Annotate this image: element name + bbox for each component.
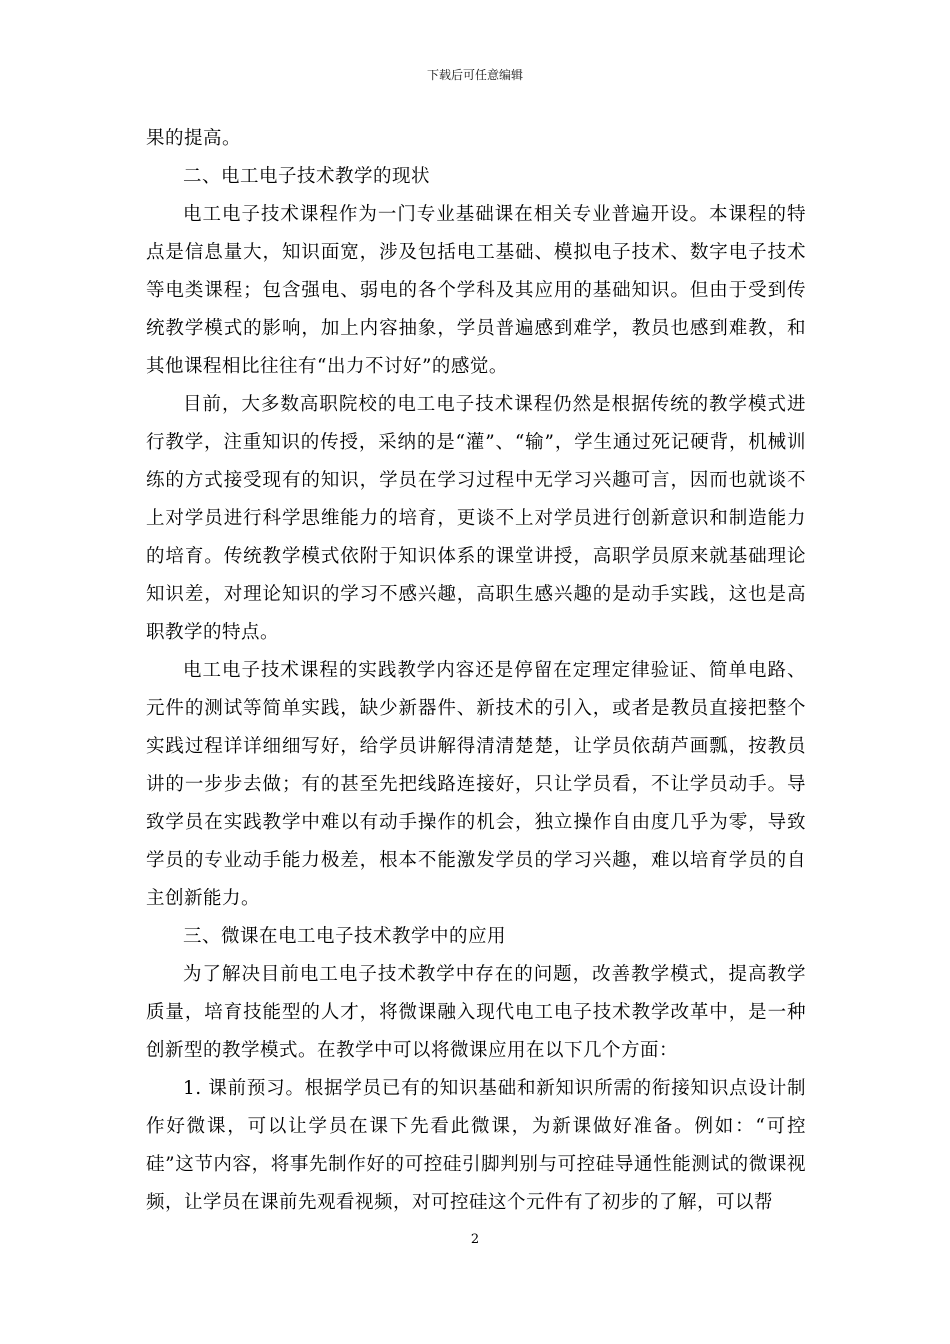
page-number: 2	[470, 1232, 480, 1247]
paragraph: 电工电子技术课程作为一门专业基础课在相关专业普遍开设。本课程的特点是信息量大，知识面宽，涉及包括电工基础、模拟电子技术、数字电子技术等电类课程；包含强电、弱电的各个学科及其应用的基础知识。但由于受到传统教学模式的影响，加上内容抽象，学员普遍感到难学，教员也感到难教，和其他课程相比往往有“出力不讨好”的感觉。	[146, 204, 806, 377]
paragraph-continuation: 果的提高。	[146, 128, 242, 149]
paragraph: 目前，大多数高职院校的电工电子技术课程仍然是根据传统的教学模式进行教学，注重知识的传授，采纳的是“灌”、“输”，学生通过死记硬背，机械训练的方式接受现有的知识，学员在学习过程中无学习兴趣可言，因而也就谈不上对学员进行科学思维能力的培育，更谈不上对学员进行创新意识和制造能力的培育。传统教学模式依附于知识体系的课堂讲授，高职学员原来就基础理论知识差，对理论知识的学习不感兴趣，高职生感兴趣的是动手实践，这也是高职教学的特点。	[146, 394, 806, 643]
section-heading-status: 二、电工电子技术教学的现状	[183, 166, 431, 187]
paragraph: 电工电子技术课程的实践教学内容还是停留在定理定律验证、简单电路、元件的测试等简单实践，缺少新器件、新技术的引入，或者是教员直接把整个实践过程详详细细写好，给学员讲解得清清楚楚，让学员依葫芦画瓢，按教员讲的一步步去做；有的甚至先把线路连接好，只让学员看，不让学员动手。导致学员在实践教学中难以有动手操作的机会，独立操作自由度几乎为零，导致学员的专业动手能力极差，根本不能激发学员的学习兴趣，难以培育学员的自主创新能力。	[146, 660, 806, 909]
paragraph: 为了解决目前电工电子技术教学中存在的问题，改善教学模式，提高教学质量，培育技能型的人才，将微课融入现代电工电子技术教学改革中，是一种创新型的教学模式。在教学中可以将微课应用在以下几个方面：	[146, 964, 806, 1061]
body-text	[146, 120, 806, 1222]
paragraph-list-item: 1. 课前预习。根据学员已有的知识基础和新知识所需的衔接知识点设计制作好微课，可以让学员在课下先看此微课，为新课做好准备。例如：“可控硅”这节内容，将事先制作好的可控硅引脚判别与可控硅导通性能测试的微课视频，让学员在课前先观看视频，对可控硅这个元件有了初步的了解，可以帮	[146, 1078, 806, 1213]
page-header: 下载后可任意编辑	[426, 68, 523, 82]
section-heading-application: 三、微课在电工电子技术教学中的应用	[183, 926, 507, 947]
